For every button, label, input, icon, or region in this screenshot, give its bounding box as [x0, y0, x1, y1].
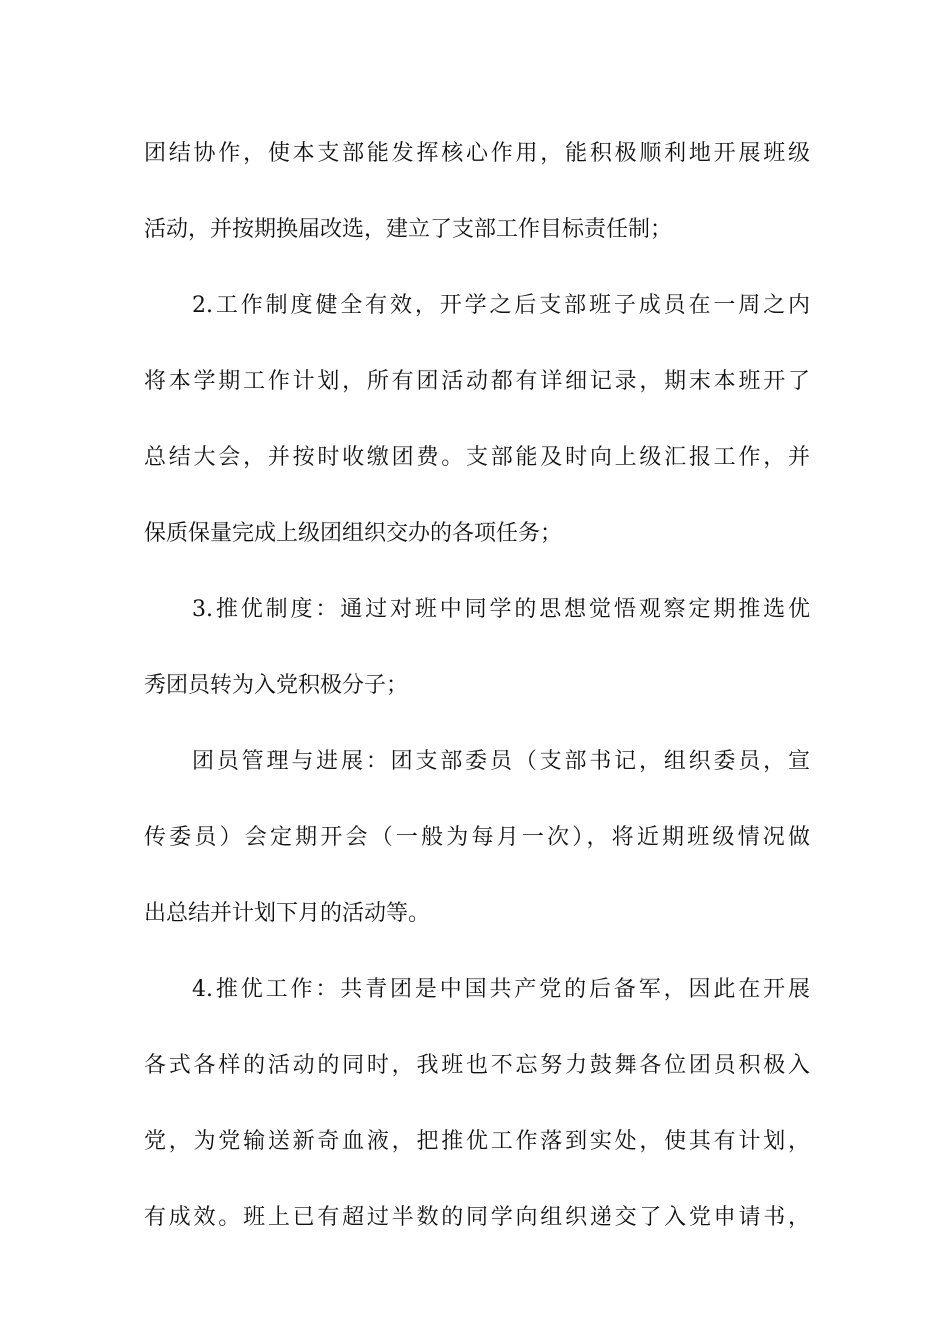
- text-line-13: 各式各样的活动的同时，我班也不忘努力鼓舞各位团员积极入: [144, 1053, 810, 1078]
- text-line-12: 4.推优工作：共青团是中国共产党的后备军，因此在开展: [192, 977, 810, 1002]
- text-line-7: 3.推优制度：通过对班中同学的思想觉悟观察定期推选优: [192, 597, 810, 622]
- text-line-1: 团结协作，使本支部能发挥核心作用，能积极顺利地开展班级: [144, 141, 810, 166]
- text-line-10: 传委员）会定期开会（一般为每月一次），将近期班级情况做: [144, 825, 810, 850]
- text-line-9: 团员管理与进展：团支部委员（支部书记，组织委员，宣: [192, 749, 810, 774]
- text-line-11: 出总结并计划下月的活动等。: [144, 901, 431, 926]
- text-line-2: 活动，并按期换届改选，建立了支部工作目标责任制；: [144, 217, 673, 242]
- text-line-5: 总结大会，并按时收缴团费。支部能及时向上级汇报工作，并: [144, 445, 810, 470]
- text-line-6: 保质保量完成上级团组织交办的各项任务；: [144, 521, 563, 546]
- text-line-15: 有成效。班上已有超过半数的同学向组织递交了入党申请书，: [144, 1205, 810, 1230]
- text-line-14: 党，为党输送新奇血液，把推优工作落到实处，使其有计划，: [144, 1129, 810, 1154]
- text-line-3: 2.工作制度健全有效，开学之后支部班子成员在一周之内: [192, 293, 810, 318]
- text-line-4: 将本学期工作计划，所有团活动都有详细记录，期末本班开了: [144, 369, 810, 394]
- text-line-8: 秀团员转为入党积极分子；: [144, 673, 409, 698]
